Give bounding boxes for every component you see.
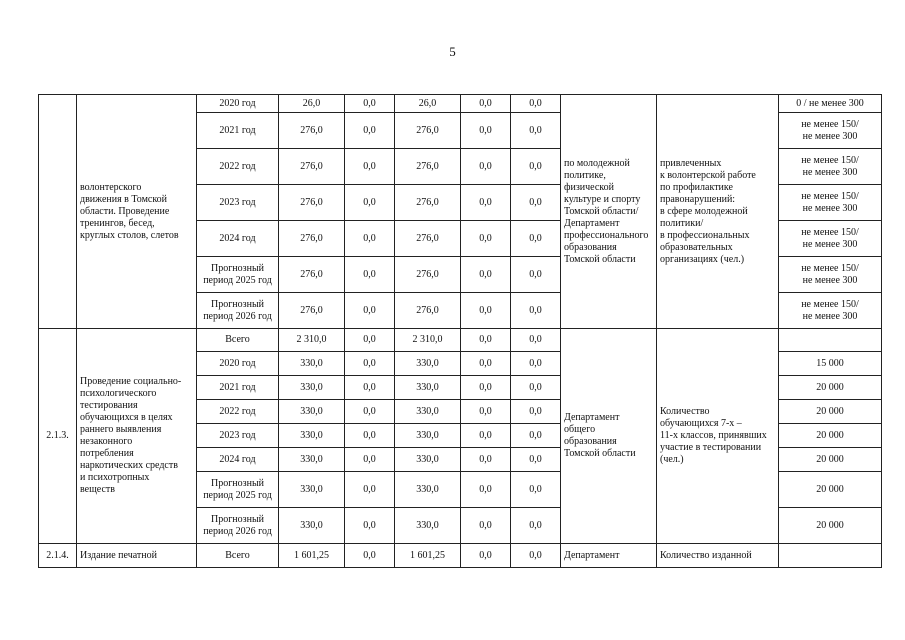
local-value: 0,0 <box>461 95 511 113</box>
extra-budget-value: 0,0 <box>511 149 561 185</box>
regional-value: 330,0 <box>395 472 461 508</box>
federal-value: 0,0 <box>345 448 395 472</box>
activity-name: Проведение социально- психологического тестирования обучающихся в целях раннего выявления незаконного потребления наркотических средств и психотропных веществ <box>80 376 182 495</box>
regional-value: 26,0 <box>395 95 461 113</box>
year-label: 2024 год <box>219 453 256 465</box>
program-activities-table <box>38 94 882 568</box>
year-label: 2022 год <box>219 405 256 417</box>
regional-value: 276,0 <box>395 257 461 293</box>
regional-value: 2 310,0 <box>395 329 461 352</box>
total-value: 276,0 <box>279 257 345 293</box>
local-value: 0,0 <box>461 293 511 329</box>
activity-name: Издание печатной <box>77 544 197 568</box>
federal-value: 0,0 <box>345 400 395 424</box>
extra-budget-value: 0,0 <box>511 352 561 376</box>
local-value: 0,0 <box>461 257 511 293</box>
executor-text: по молодежной политике, физической культуре и спорту Томской области/ Департамент профессионального образования Томской области <box>564 157 649 265</box>
target-value: не менее 150/ не менее 300 <box>801 118 859 142</box>
total-value: 1 601,25 <box>279 544 345 568</box>
extra-budget-value: 0,0 <box>511 376 561 400</box>
target-value: 20 000 <box>816 519 844 531</box>
federal-value: 0,0 <box>345 113 395 149</box>
total-value: 330,0 <box>279 472 345 508</box>
extra-budget-value: 0,0 <box>511 257 561 293</box>
extra-budget-value: 0,0 <box>511 508 561 544</box>
local-value: 0,0 <box>461 472 511 508</box>
local-value: 0,0 <box>461 448 511 472</box>
item-number: 2.1.4. <box>39 544 77 568</box>
regional-value: 330,0 <box>395 424 461 448</box>
indicator-cell <box>657 329 779 544</box>
target-value: 15 000 <box>816 357 844 369</box>
extra-budget-value: 0,0 <box>511 113 561 149</box>
year-label: 2020 год <box>219 357 256 369</box>
target-value: 0 / не менее 300 <box>796 97 864 109</box>
total-value: 276,0 <box>279 221 345 257</box>
year-label: Прогнозный период 2025 год <box>203 262 272 286</box>
federal-value: 0,0 <box>345 185 395 221</box>
federal-value: 0,0 <box>345 95 395 113</box>
federal-value: 0,0 <box>345 508 395 544</box>
local-value: 0,0 <box>461 329 511 352</box>
local-value: 0,0 <box>461 149 511 185</box>
total-value: 330,0 <box>279 352 345 376</box>
extra-budget-value: 0,0 <box>511 472 561 508</box>
total-value: 330,0 <box>279 376 345 400</box>
regional-value: 276,0 <box>395 185 461 221</box>
total-value: 330,0 <box>279 400 345 424</box>
regional-value: 1 601,25 <box>395 544 461 568</box>
federal-value: 0,0 <box>345 329 395 352</box>
local-value: 0,0 <box>461 113 511 149</box>
extra-budget-value: 0,0 <box>511 329 561 352</box>
federal-value: 0,0 <box>345 424 395 448</box>
extra-budget-value: 0,0 <box>511 95 561 113</box>
table-row <box>39 544 882 568</box>
local-value: 0,0 <box>461 508 511 544</box>
indicator-text: Количество изданной <box>657 544 779 568</box>
regional-value: 330,0 <box>395 352 461 376</box>
total-value: 276,0 <box>279 293 345 329</box>
extra-budget-value: 0,0 <box>511 293 561 329</box>
target-value: не менее 150/ не менее 300 <box>801 298 859 322</box>
total-value: 330,0 <box>279 448 345 472</box>
target-value: не менее 150/ не менее 300 <box>801 154 859 178</box>
extra-budget-value: 0,0 <box>511 424 561 448</box>
year-label: 2022 год <box>219 160 256 172</box>
year-label: 2021 год <box>219 124 256 136</box>
federal-value: 0,0 <box>345 221 395 257</box>
local-value: 0,0 <box>461 376 511 400</box>
year-label: Всего <box>225 549 250 561</box>
target-value: 20 000 <box>816 453 844 465</box>
total-value: 26,0 <box>279 95 345 113</box>
target-value: не менее 150/ не менее 300 <box>801 226 859 250</box>
local-value: 0,0 <box>461 544 511 568</box>
activity-name-cell <box>77 95 197 329</box>
local-value: 0,0 <box>461 400 511 424</box>
item-number: 2.1.3. <box>39 329 77 544</box>
executor-cell <box>561 329 657 544</box>
extra-budget-value: 0,0 <box>511 185 561 221</box>
regional-value: 276,0 <box>395 221 461 257</box>
target-value: не менее 150/ не менее 300 <box>801 262 859 286</box>
total-value: 276,0 <box>279 185 345 221</box>
extra-budget-value: 0,0 <box>511 544 561 568</box>
year-label: 2020 год <box>219 97 256 109</box>
executor-cell <box>561 95 657 329</box>
year-label: Прогнозный период 2026 год <box>203 298 272 322</box>
federal-value: 0,0 <box>345 376 395 400</box>
indicator-cell <box>657 95 779 329</box>
regional-value: 276,0 <box>395 113 461 149</box>
total-value: 330,0 <box>279 508 345 544</box>
year-label: Всего <box>225 334 250 345</box>
year-label: 2023 год <box>219 429 256 441</box>
extra-budget-value: 0,0 <box>511 448 561 472</box>
indicator-text: привлеченных к волонтерской работе по профилактике правонарушений: в сфере молодежной политики/ в профессиональных образовательных организациях (чел.) <box>660 157 756 265</box>
item-number-cell <box>39 95 77 329</box>
regional-value: 330,0 <box>395 508 461 544</box>
extra-budget-value: 0,0 <box>511 221 561 257</box>
target-value: не менее 150/ не менее 300 <box>801 190 859 214</box>
regional-value: 276,0 <box>395 293 461 329</box>
total-value: 276,0 <box>279 113 345 149</box>
target-value: 20 000 <box>816 429 844 441</box>
total-value: 276,0 <box>279 149 345 185</box>
year-label: 2024 год <box>219 232 256 244</box>
federal-value: 0,0 <box>345 472 395 508</box>
regional-value: 330,0 <box>395 376 461 400</box>
indicator-text: Количество обучающихся 7-х – 11-х классов, принявших участие в тестировании (чел.) <box>660 406 767 465</box>
executor-text: Департамент <box>561 544 657 568</box>
federal-value: 0,0 <box>345 257 395 293</box>
table-row <box>39 95 882 113</box>
regional-value: 276,0 <box>395 149 461 185</box>
federal-value: 0,0 <box>345 544 395 568</box>
target-value: 20 000 <box>816 483 844 495</box>
page-number: 5 <box>449 44 456 59</box>
activity-name-cell <box>77 329 197 544</box>
federal-value: 0,0 <box>345 149 395 185</box>
year-label: 2021 год <box>219 381 256 393</box>
federal-value: 0,0 <box>345 352 395 376</box>
extra-budget-value: 0,0 <box>511 400 561 424</box>
local-value: 0,0 <box>461 352 511 376</box>
local-value: 0,0 <box>461 221 511 257</box>
regional-value: 330,0 <box>395 400 461 424</box>
regional-value: 330,0 <box>395 448 461 472</box>
target-value: 20 000 <box>816 381 844 393</box>
target-value: 20 000 <box>816 405 844 417</box>
year-label: 2023 год <box>219 196 256 208</box>
year-label: Прогнозный период 2026 год <box>203 513 272 537</box>
activity-name: волонтерского движения в Томской области. Проведение тренингов, бесед, круглых столов, слетов <box>80 181 179 241</box>
executor-text: Департамент общего образования Томской области <box>564 412 636 459</box>
local-value: 0,0 <box>461 185 511 221</box>
year-label: Прогнозный период 2025 год <box>203 477 272 501</box>
local-value: 0,0 <box>461 424 511 448</box>
federal-value: 0,0 <box>345 293 395 329</box>
total-value: 2 310,0 <box>279 329 345 352</box>
table-row <box>39 329 882 352</box>
total-value: 330,0 <box>279 424 345 448</box>
